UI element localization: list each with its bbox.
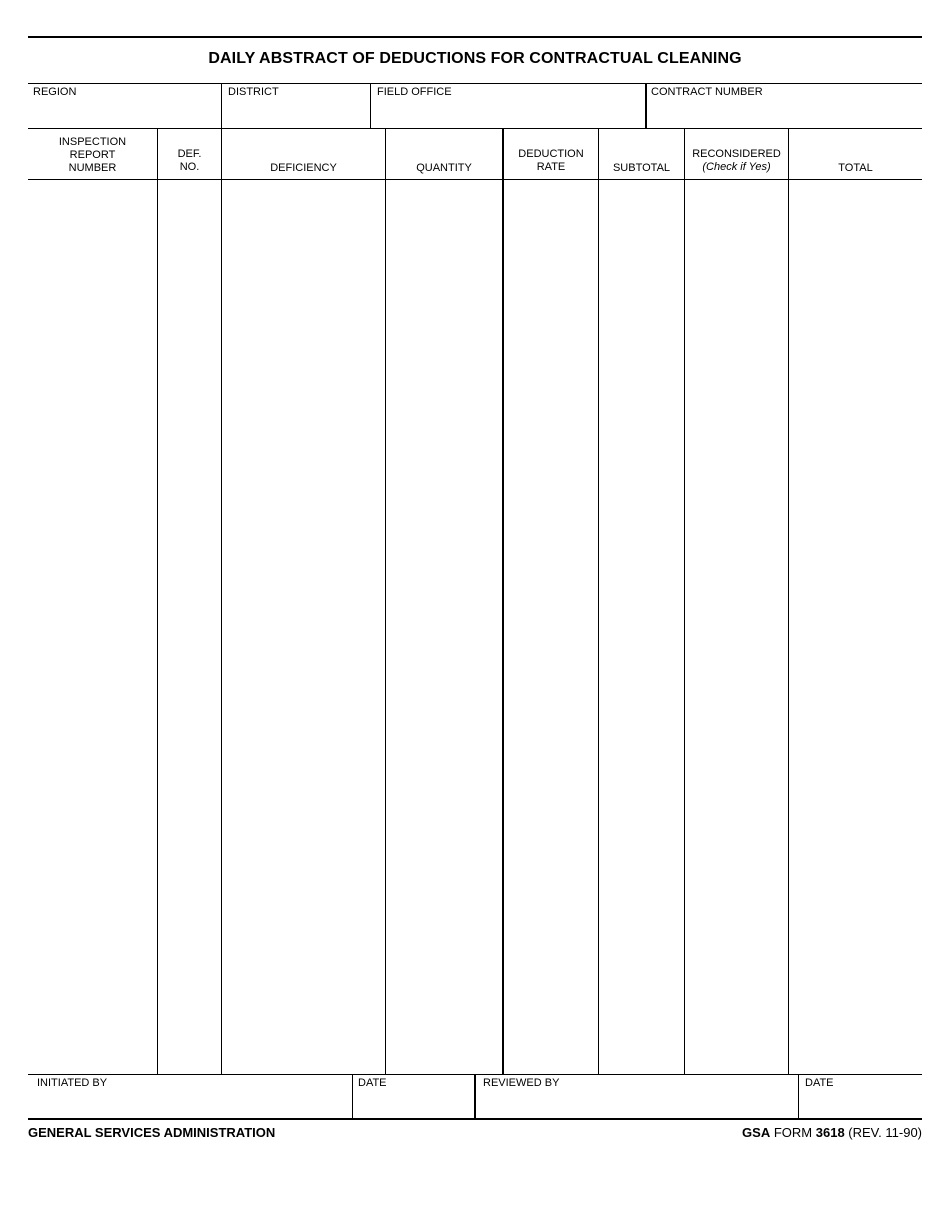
col-header-text: INSPECTION xyxy=(58,136,127,148)
form-revision: (REV. 11-90) xyxy=(848,1125,922,1140)
col-header-text: SUBTOTAL xyxy=(612,162,671,174)
col-header-inspection-report-number xyxy=(28,136,157,175)
col-header-deduction-rate xyxy=(504,148,598,174)
reviewed-by-field[interactable] xyxy=(476,1075,798,1118)
date-label: DATE xyxy=(358,1077,387,1089)
field-office-field[interactable] xyxy=(371,84,645,128)
district-field[interactable] xyxy=(222,84,370,128)
col-header-text: DEDUCTION xyxy=(518,148,584,160)
col-header-note: (Check if Yes) xyxy=(702,161,771,173)
col-header-text: RECONSIDERED xyxy=(692,148,781,160)
form-identifier xyxy=(742,1125,922,1140)
agency-name: GENERAL SERVICES ADMINISTRATION xyxy=(28,1125,276,1140)
region-field[interactable] xyxy=(28,84,221,128)
total-column[interactable] xyxy=(789,180,922,1074)
col-header-text: QUANTITY xyxy=(416,162,472,174)
initiated-by-field[interactable] xyxy=(28,1075,352,1118)
contract-number-label: CONTRACT NUMBER xyxy=(651,86,763,98)
date-label: DATE xyxy=(805,1077,834,1089)
col-header-reconsidered xyxy=(685,148,788,174)
reviewed-date-field[interactable] xyxy=(799,1075,922,1118)
initiated-by-label: INITIATED BY xyxy=(37,1077,108,1089)
form-prefix: GSA xyxy=(742,1125,771,1140)
col-header-text: DEFICIENCY xyxy=(270,162,337,174)
region-label: REGION xyxy=(33,86,77,98)
field-office-label: FIELD OFFICE xyxy=(377,86,452,98)
form-title: DAILY ABSTRACT OF DEDUCTIONS FOR CONTRACTUAL CLEANING xyxy=(208,50,742,67)
form-number: 3618 xyxy=(815,1125,845,1140)
def-no-column[interactable] xyxy=(158,180,221,1074)
col-header-total xyxy=(789,162,922,175)
district-label: DISTRICT xyxy=(228,86,279,98)
col-header-text: DEF. xyxy=(177,148,202,160)
col-header-quantity xyxy=(386,162,502,175)
col-header-text: TOTAL xyxy=(838,162,873,174)
col-header-def-no xyxy=(158,148,221,174)
reviewed-by-label: REVIEWED BY xyxy=(483,1077,560,1089)
inspection-report-number-column[interactable] xyxy=(28,180,157,1074)
col-header-text: REPORT xyxy=(69,149,116,161)
col-header-deficiency xyxy=(222,162,385,175)
top-rule xyxy=(28,36,922,38)
col-header-text: NUMBER xyxy=(68,162,117,174)
initiated-date-field[interactable] xyxy=(353,1075,474,1118)
col-header-text: RATE xyxy=(536,161,566,173)
contract-number-field[interactable] xyxy=(647,84,922,128)
form-word: FORM xyxy=(773,1125,813,1140)
deficiency-column[interactable] xyxy=(222,180,385,1074)
col-header-subtotal xyxy=(599,162,684,175)
quantity-column[interactable] xyxy=(386,180,502,1074)
deduction-rate-column[interactable] xyxy=(504,180,598,1074)
reconsidered-column[interactable] xyxy=(685,180,788,1074)
col-header-text: NO. xyxy=(179,161,200,173)
subtotal-column[interactable] xyxy=(599,180,684,1074)
